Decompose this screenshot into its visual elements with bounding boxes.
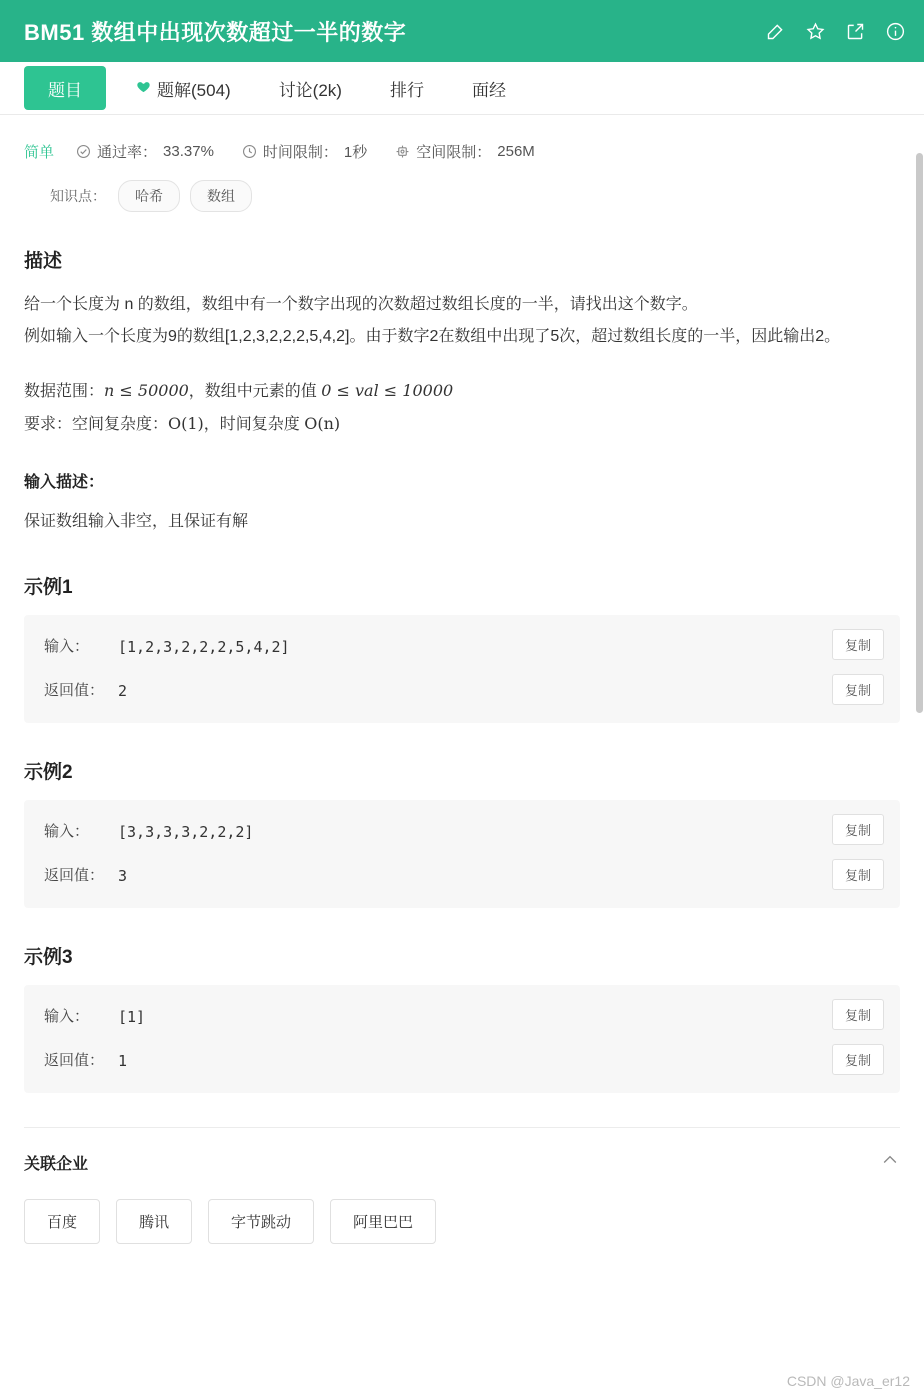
page-title: BM51 数组中出现次数超过一半的数字 bbox=[24, 19, 407, 45]
example-1-input-value: [1,2,3,2,2,2,5,4,2] bbox=[118, 638, 290, 656]
tab-solutions[interactable] bbox=[112, 62, 255, 114]
vertical-scrollbar[interactable] bbox=[915, 115, 924, 1397]
scrollbar-thumb[interactable] bbox=[916, 153, 923, 713]
tab-ranking-label: 排行 bbox=[389, 80, 424, 100]
example-1-input-label: 输入： bbox=[44, 638, 90, 655]
description-paragraph-2: 例如输入一个长度为9的数组[1,2,3,2,2,2,5,4,2]。由于数字2在数组中出现了5次，超过数组长度的一半，因此输出2。 bbox=[24, 328, 841, 345]
pass-rate-label: 通过率： bbox=[97, 144, 158, 161]
example-3-input-row bbox=[44, 1003, 880, 1031]
tab-problem-label: 题目 bbox=[48, 80, 82, 100]
input-description-title: 输入描述： bbox=[24, 474, 105, 491]
companies-header[interactable] bbox=[24, 1150, 900, 1175]
star-icon[interactable] bbox=[804, 20, 826, 42]
share-icon[interactable] bbox=[844, 20, 866, 42]
example-3-title: 示例3 bbox=[24, 947, 73, 968]
example-3-copy-output-button[interactable]: 复制 bbox=[832, 1044, 884, 1075]
example-3-copy-input-button[interactable]: 复制 bbox=[832, 999, 884, 1030]
space-limit bbox=[395, 141, 535, 162]
pass-rate bbox=[76, 141, 214, 162]
requirement-math-2: O(n) bbox=[304, 414, 341, 433]
data-range-math-2: 0 ≤ val ≤ 10000 bbox=[321, 381, 454, 400]
time-limit-value: 1秒 bbox=[343, 144, 368, 161]
section-divider bbox=[24, 1127, 900, 1128]
tab-problem[interactable] bbox=[24, 66, 106, 110]
edit-icon[interactable] bbox=[764, 20, 786, 42]
companies-title: 关联企业 bbox=[24, 1156, 89, 1173]
watermark: CSDN @Java_er12 bbox=[786, 1373, 910, 1389]
knowledge-row bbox=[24, 180, 900, 212]
example-2-input-row bbox=[44, 818, 880, 846]
requirement-line bbox=[24, 408, 900, 441]
example-2-box bbox=[24, 800, 900, 908]
input-description-text: 保证数组输入非空，且保证有解 bbox=[24, 513, 249, 530]
example-1-output-row bbox=[44, 677, 880, 705]
requirement-math-1: O(1) bbox=[168, 414, 204, 433]
example-3-box bbox=[24, 985, 900, 1093]
tab-solutions-label: 题解(504) bbox=[157, 80, 231, 100]
knowledge-tag-hash[interactable]: 哈希 bbox=[118, 180, 180, 212]
space-limit-value: 256M bbox=[497, 143, 535, 160]
company-tencent[interactable]: 腾讯 bbox=[116, 1199, 192, 1244]
example-1-title: 示例1 bbox=[24, 577, 73, 598]
knowledge-tag-array[interactable]: 数组 bbox=[190, 180, 252, 212]
info-icon[interactable] bbox=[884, 20, 906, 42]
example-2-output-value: 3 bbox=[118, 867, 128, 885]
example-3-input-value: [1] bbox=[118, 1008, 146, 1026]
example-1-box bbox=[24, 615, 900, 723]
check-circle-icon bbox=[76, 144, 91, 159]
tab-discussion-label: 讨论(2k) bbox=[278, 80, 342, 100]
example-2-input-label: 输入： bbox=[44, 823, 90, 840]
company-bytedance[interactable]: 字节跳动 bbox=[208, 1199, 314, 1244]
example-1-copy-output-button[interactable]: 复制 bbox=[832, 674, 884, 705]
requirement-mid: ，时间复杂度 bbox=[203, 416, 305, 433]
example-2-copy-input-button[interactable]: 复制 bbox=[832, 814, 884, 845]
example-2-copy-output-button[interactable]: 复制 bbox=[832, 859, 884, 890]
meta-row bbox=[24, 115, 900, 162]
data-range-mid: ，数组中元素的值 bbox=[188, 383, 322, 400]
tab-interview-label: 面经 bbox=[471, 80, 506, 100]
description-paragraph-1: 给一个长度为 n 的数组，数组中有一个数字出现的次数超过数组长度的一半，请找出这个数字。 bbox=[24, 296, 698, 313]
example-1-output-label: 返回值： bbox=[44, 682, 105, 699]
example-2-output-label: 返回值： bbox=[44, 867, 105, 884]
tab-interview[interactable] bbox=[448, 62, 530, 114]
example-1-output-value: 2 bbox=[118, 682, 128, 700]
problem-content bbox=[0, 115, 924, 1244]
time-limit-label: 时间限制： bbox=[262, 144, 338, 161]
knowledge-label: 知识点： bbox=[50, 188, 106, 204]
chip-icon bbox=[395, 144, 410, 159]
example-1-input-row bbox=[44, 633, 880, 661]
example-2-title: 示例2 bbox=[24, 762, 73, 783]
description-title: 描述 bbox=[24, 251, 63, 272]
header-actions bbox=[764, 20, 906, 42]
time-limit bbox=[242, 141, 367, 162]
example-3-output-label: 返回值： bbox=[44, 1052, 105, 1069]
requirement-prefix: 要求：空间复杂度： bbox=[24, 416, 169, 433]
page-header bbox=[0, 0, 924, 62]
space-limit-label: 空间限制： bbox=[416, 144, 492, 161]
example-2-input-value: [3,3,3,3,2,2,2] bbox=[118, 823, 254, 841]
example-1-copy-input-button[interactable]: 复制 bbox=[832, 629, 884, 660]
tab-ranking[interactable] bbox=[366, 62, 448, 114]
example-3-output-value: 1 bbox=[118, 1052, 128, 1070]
data-range-line bbox=[24, 375, 900, 408]
company-baidu[interactable]: 百度 bbox=[24, 1199, 100, 1244]
company-alibaba[interactable]: 阿里巴巴 bbox=[330, 1199, 436, 1244]
example-3-output-row bbox=[44, 1047, 880, 1075]
example-3-input-label: 输入： bbox=[44, 1008, 90, 1025]
tab-discussion[interactable] bbox=[255, 62, 366, 114]
paragraph-spacer bbox=[24, 353, 900, 375]
difficulty-badge: 简单 bbox=[24, 144, 55, 161]
heart-icon bbox=[136, 79, 151, 97]
tab-bar bbox=[0, 62, 924, 115]
example-2-output-row bbox=[44, 862, 880, 890]
clock-icon bbox=[242, 144, 257, 159]
data-range-prefix: 数据范围： bbox=[24, 383, 105, 400]
chevron-up-icon[interactable] bbox=[880, 1150, 900, 1175]
companies-list bbox=[24, 1199, 900, 1244]
pass-rate-value: 33.37% bbox=[163, 143, 214, 160]
data-range-math-1: n ≤ 50000 bbox=[104, 381, 189, 400]
